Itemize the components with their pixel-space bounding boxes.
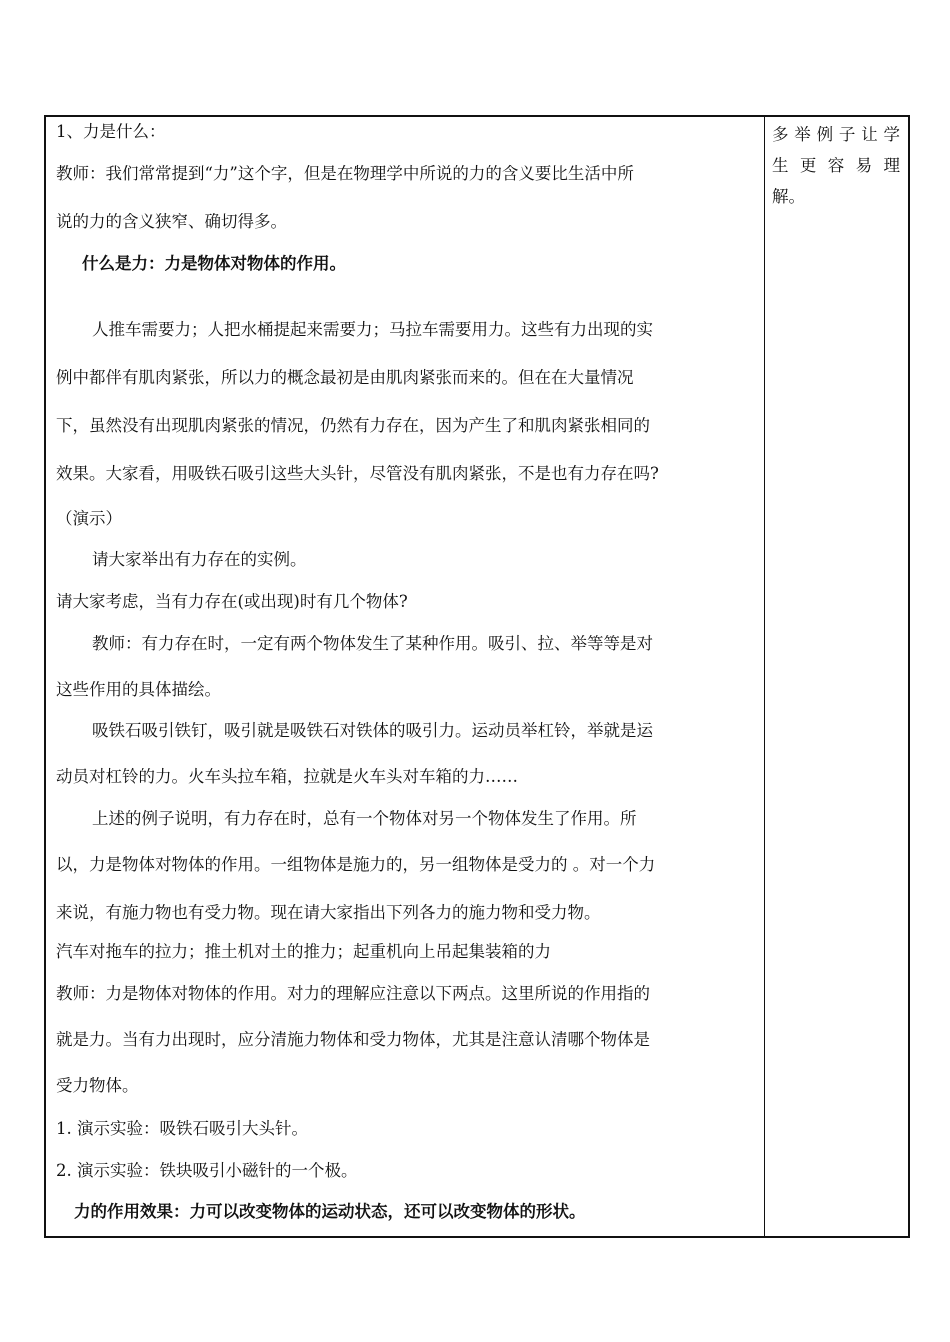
section-heading: 1、力是什么：	[56, 122, 166, 141]
text-line: 吸铁石吸引铁钉，吸引就是吸铁石对铁体的吸引力。运动员举杠铃，举就是运	[92, 721, 653, 740]
note-line: 生更容易理	[772, 156, 900, 175]
text-line: 受力物体。	[56, 1076, 139, 1095]
list-item: 2. 演示实验：铁块吸引小磁针的一个极。	[56, 1161, 358, 1180]
text-line: 这些作用的具体描绘。	[56, 680, 221, 699]
text-line: 来说，有施力物也有受力物。现在请大家指出下列各力的施力物和受力物。	[56, 903, 601, 922]
text-line: 动员对杠铃的力。火车头拉车箱，拉就是火车头对车箱的力……	[56, 767, 518, 786]
note-line: 解。	[772, 187, 805, 206]
note-line: 多举例子让学	[772, 125, 900, 144]
effect-heading: 力的作用效果：力可以改变物体的运动状态，还可以改变物体的形状。	[74, 1202, 586, 1221]
definition-heading: 什么是力：力是物体对物体的作用。	[82, 254, 346, 273]
text-line: 上述的例子说明，有力存在时，总有一个物体对另一个物体发生了作用。所	[92, 809, 637, 828]
teaching-note	[772, 119, 900, 212]
text-line: 例中都伴有肌肉紧张，所以力的概念最初是由肌肉紧张而来的。但在在大量情况	[56, 368, 634, 387]
list-item: 1. 演示实验：吸铁石吸引大头针。	[56, 1119, 308, 1138]
text-line: 汽车对拖车的拉力；推土机对土的推力；起重机向上吊起集装箱的力	[56, 942, 551, 961]
text-line: 教师：力是物体对物体的作用。对力的理解应注意以下两点。这里所说的作用指的	[56, 984, 650, 1003]
text-line: 请大家举出有力存在的实例。	[92, 550, 307, 569]
text-line: 教师：有力存在时，一定有两个物体发生了某种作用。吸引、拉、举等等是对	[92, 634, 653, 653]
text-line: 人推车需要力；人把水桶提起来需要力；马拉车需要用力。这些有力出现的实	[92, 320, 653, 339]
column-divider	[764, 115, 765, 1238]
text-line: 就是力。当有力出现时，应分清施力物体和受力物体，尤其是注意认清哪个物体是	[56, 1030, 650, 1049]
text-line: （演示）	[56, 509, 122, 528]
text-line: 教师：我们常常提到“力”这个字，但是在物理学中所说的力的含义要比生活中所	[56, 164, 634, 183]
text-line: 请大家考虑，当有力存在(或出现)时有几个物体?	[56, 592, 408, 611]
text-line: 说的力的含义狭窄、确切得多。	[56, 212, 287, 231]
text-line: 下，虽然没有出现肌肉紧张的情况，仍然有力存在，因为产生了和肌肉紧张相同的	[56, 416, 650, 435]
text-line: 效果。大家看，用吸铁石吸引这些大头针，尽管没有肌肉紧张，不是也有力存在吗?	[56, 464, 659, 483]
text-line: 以，力是物体对物体的作用。一组物体是施力的，另一组物体是受力的 。对一个力	[56, 855, 656, 874]
